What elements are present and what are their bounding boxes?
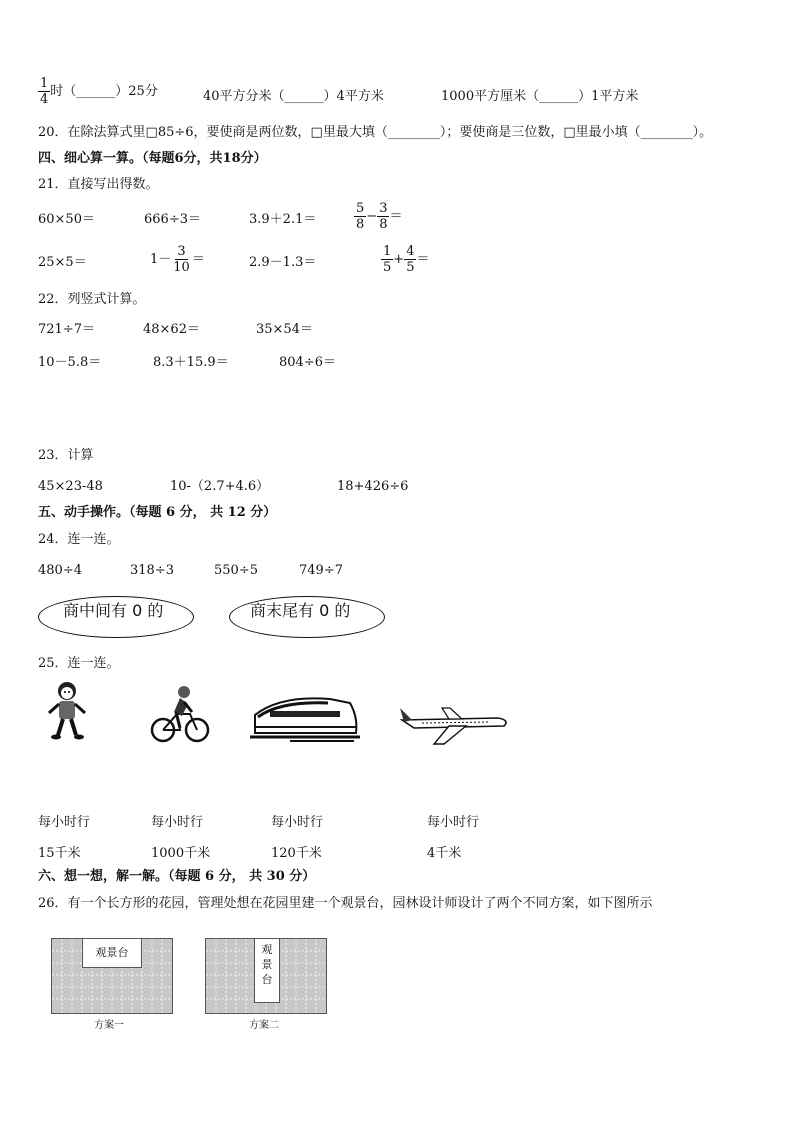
q19-a: $\frac{1}{4}$ 时（______）25分 — [40, 76, 158, 107]
q24-item-2: 318÷3 — [130, 563, 174, 578]
plan-2-grid — [205, 938, 327, 1014]
airplane-icon[interactable] — [394, 700, 510, 746]
section-4-heading: 四、细心算一算。（每题6分，共18分） — [38, 151, 267, 166]
q21-r2-4: $\frac{1}{5}$ + $\frac{4}{5}$ ＝ — [383, 244, 430, 275]
q21-r1-2: 666÷3＝ — [144, 212, 201, 227]
q21-r2-2: 1－ $\frac{3}{10}$ ＝ — [150, 244, 205, 275]
q21-title: 21．直接写出得数。 — [38, 177, 159, 192]
q23-1: 45×23-48 — [38, 479, 103, 494]
q23-3: 18+426÷6 — [337, 479, 409, 494]
q19-b: 40平方分米（______）4平方米 — [203, 89, 384, 104]
q23-title: 23．计算 — [38, 448, 94, 463]
q25-speed-1-label: 每小时行 — [38, 815, 91, 830]
q24-item-1: 480÷4 — [38, 563, 82, 578]
q25-speed-2-label: 每小时行 — [151, 815, 204, 830]
q26-text: 26．有一个长方形的花园，管理处想在花园里建一个观景台，园林设计师设计了两个不同方案，如下图所示 — [38, 896, 653, 911]
high-speed-train-icon[interactable] — [250, 693, 360, 743]
q22-r2-2: 8.3＋15.9＝ — [153, 355, 229, 370]
q22-r2-3: 804÷6＝ — [279, 355, 336, 370]
plan-1-caption: 方案一 — [94, 1020, 124, 1031]
q21-r1-4: $\frac{5}{8}$ − $\frac{3}{8}$ ＝ — [356, 201, 403, 232]
plan-1-platform: 观景台 — [82, 938, 142, 968]
q25-speed-4-value: 4千米 — [427, 846, 462, 861]
q22-r1-2: 48×62＝ — [143, 322, 200, 337]
oval-middle-zero-label: 商中间有 0 的 — [63, 601, 164, 620]
q25-title: 25．连一连。 — [38, 656, 120, 671]
q21-r1-1: 60×50＝ — [38, 212, 95, 227]
q21-r2-3: 2.9－1.3＝ — [249, 255, 317, 270]
q23-2: 10-（2.7+4.6） — [170, 479, 270, 494]
q25-speed-2-value: 1000千米 — [151, 846, 211, 861]
fraction: $\frac{1}{4}$ — [40, 76, 49, 107]
q25-speed-3-value: 120千米 — [271, 846, 322, 861]
q22-r1-3: 35×54＝ — [256, 322, 313, 337]
q25-speed-3-label: 每小时行 — [271, 815, 324, 830]
q21-r2-1: 25×5＝ — [38, 255, 87, 270]
q24-item-4: 749÷7 — [299, 563, 343, 578]
plan-1-grid — [51, 938, 173, 1014]
q25-speed-1-value: 15千米 — [38, 846, 81, 861]
q22-r2-1: 10－5.8＝ — [38, 355, 102, 370]
q24-title: 24．连一连。 — [38, 532, 120, 547]
walking-girl-icon[interactable] — [44, 680, 90, 740]
q25-speed-4-label: 每小时行 — [427, 815, 480, 830]
q22-title: 22．列竖式计算。 — [38, 292, 146, 307]
q20: 20．在除法算式里□85÷6，要使商是两位数，□里最大填（________）；要使商是三位数，□里最小填（________）。 — [38, 125, 713, 140]
section-5-heading: 五、动手操作。（每题 6 分， 共 12 分） — [38, 505, 277, 520]
q21-r1-3: 3.9＋2.1＝ — [249, 212, 317, 227]
cyclist-icon[interactable] — [150, 684, 210, 744]
plan-2-caption: 方案二 — [249, 1020, 279, 1031]
section-6-heading: 六、想一想，解一解。（每题 6 分， 共 30 分） — [38, 869, 316, 884]
q24-item-3: 550÷5 — [214, 563, 258, 578]
plan-2-platform: 观 景 台 — [254, 938, 280, 1003]
oval-end-zero-label: 商末尾有 0 的 — [250, 601, 351, 620]
q19-c: 1000平方厘米（______）1平方米 — [441, 89, 639, 104]
q22-r1-1: 721÷7＝ — [38, 322, 95, 337]
